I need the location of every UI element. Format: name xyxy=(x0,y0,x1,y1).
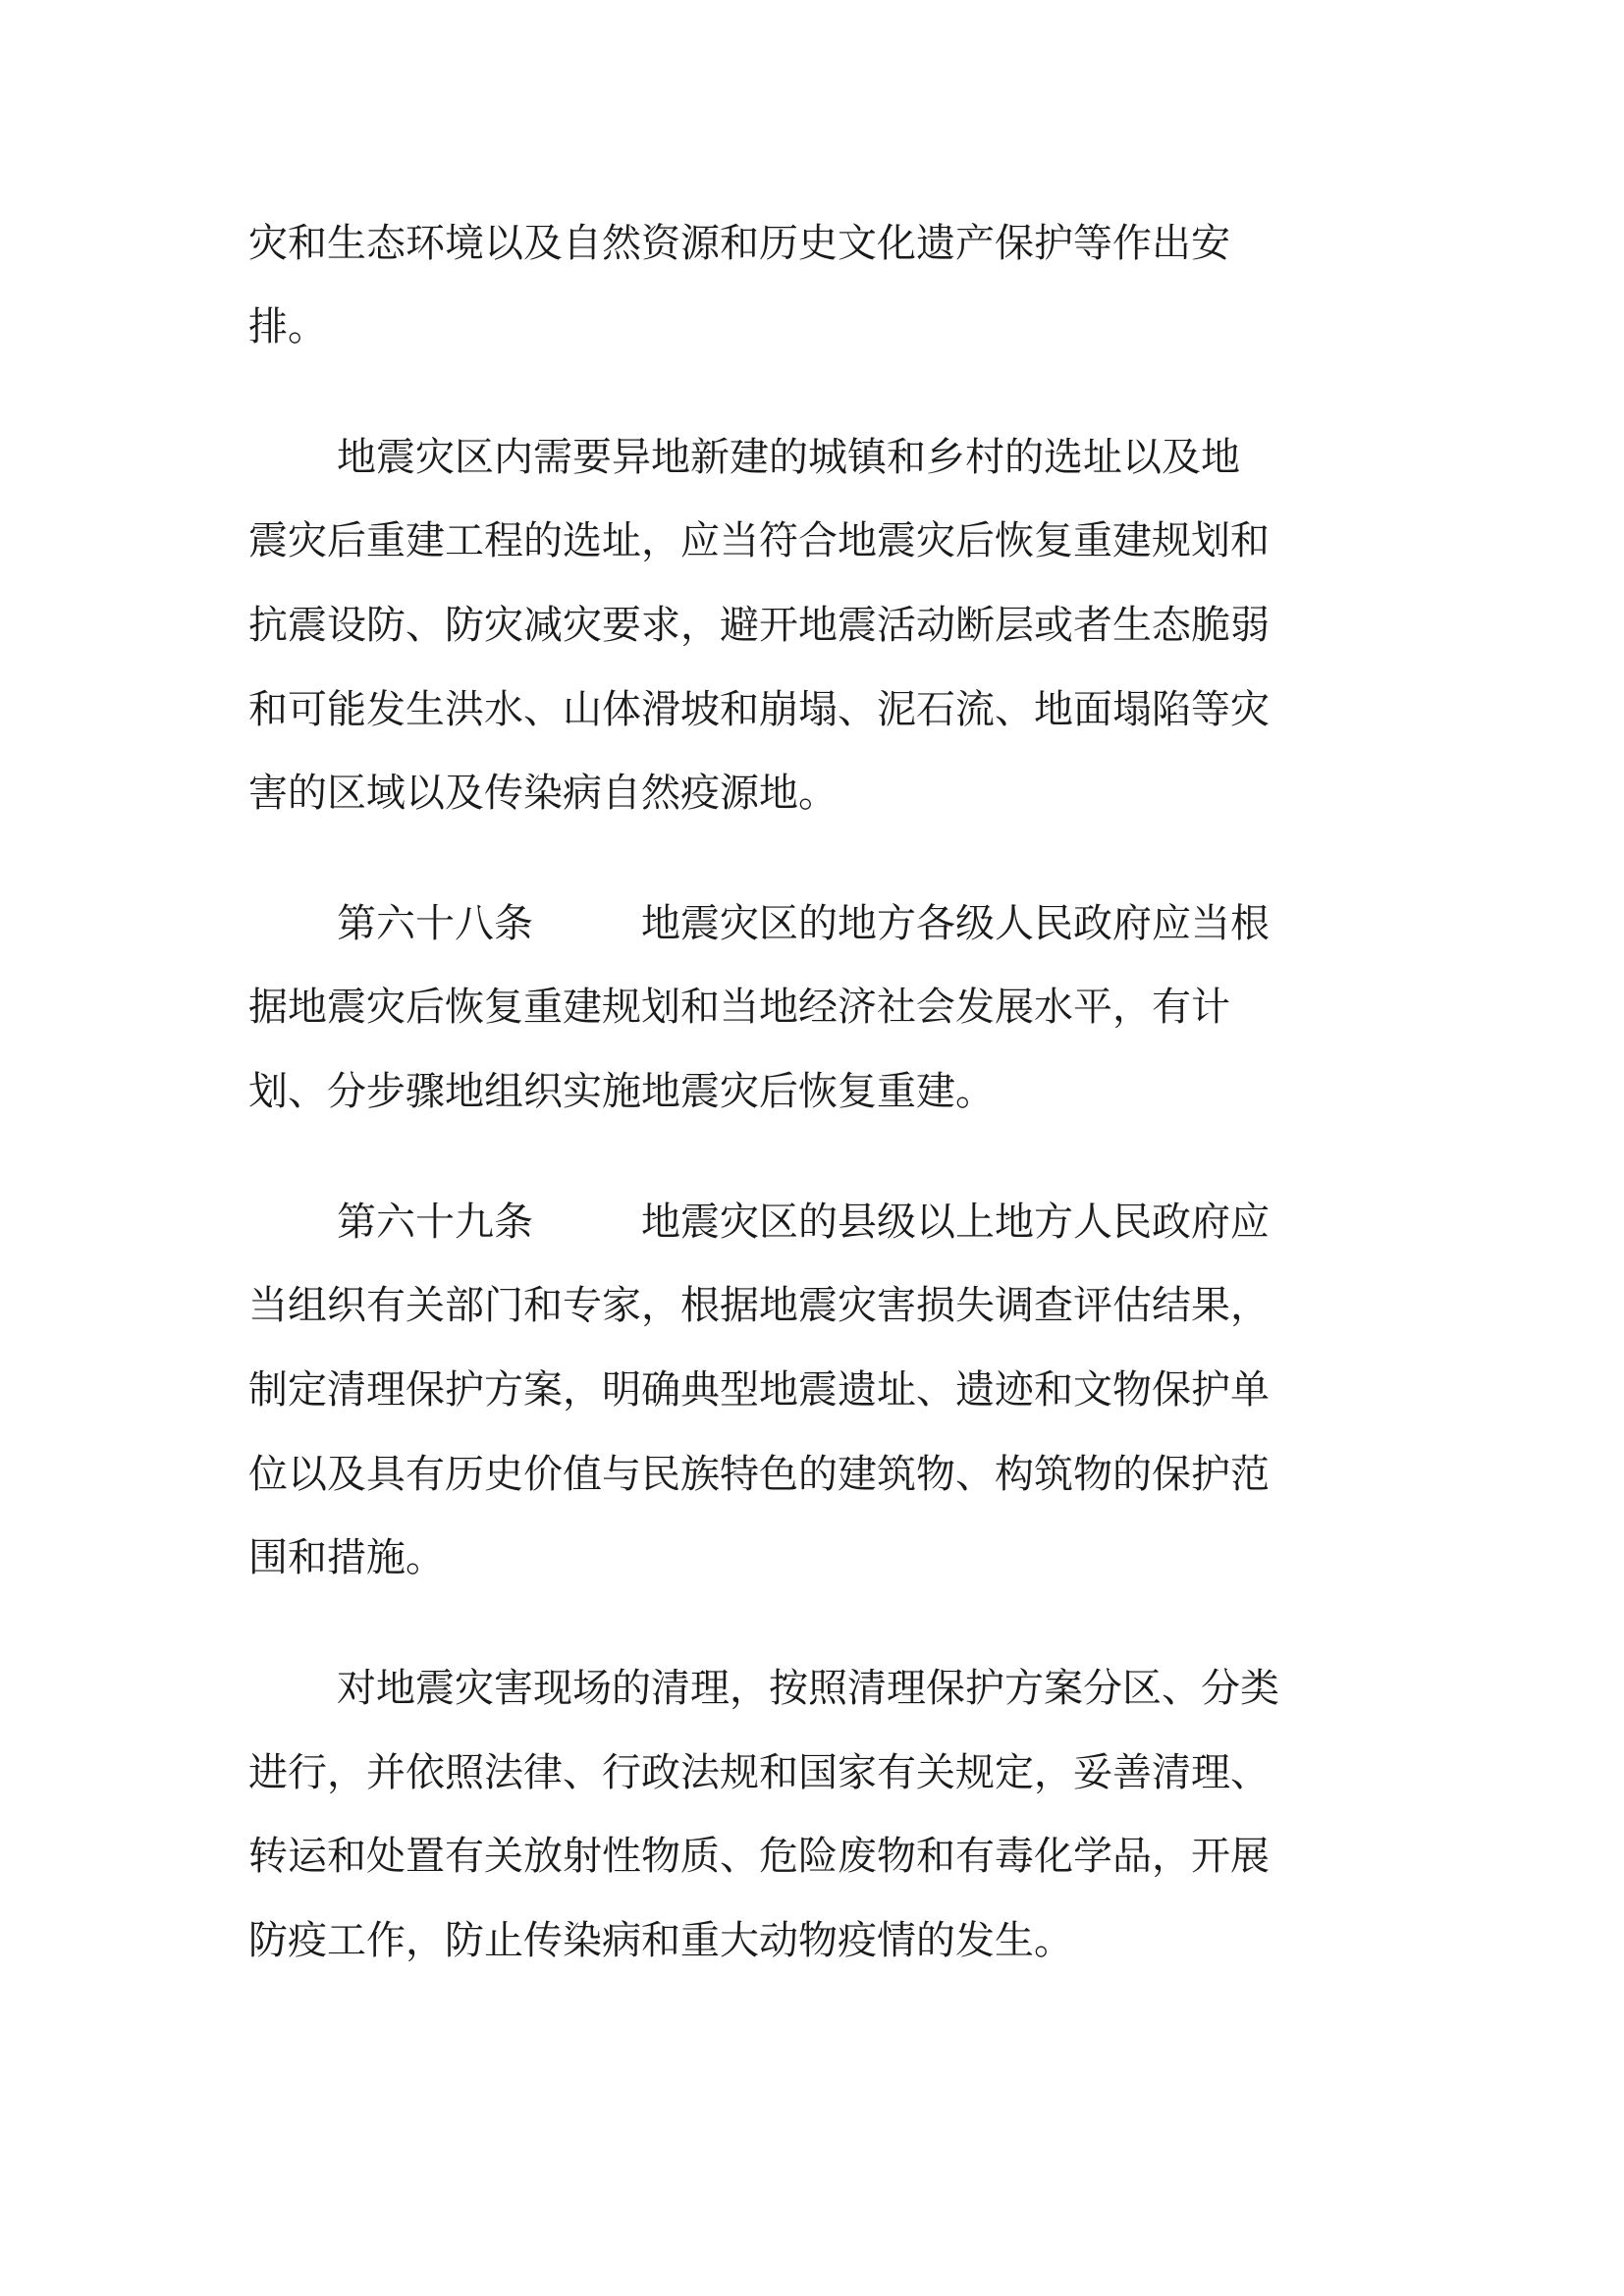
text-line: 震灾后重建工程的选址，应当符合地震灾后恢复重建规划和 xyxy=(248,518,1270,563)
text-line: 地震灾区内需要异地新建的城镇和乡村的选址以及地 xyxy=(337,435,1240,480)
article-text: 地震灾区的地方各级人民政府应当根 xyxy=(641,901,1270,946)
text-line: 据地震灾后恢复重建规划和当地经济社会发展水平，有计 xyxy=(248,985,1230,1030)
text-line: 围和措施。 xyxy=(248,1535,445,1580)
text-line xyxy=(337,1193,1387,1252)
text-line: 位以及具有历史价值与民族特色的建筑物、构筑物的保护范 xyxy=(248,1452,1270,1497)
text-line xyxy=(337,894,1387,953)
text-line: 抗震设防、防灾减灾要求，避开地震活动断层或者生态脆弱 xyxy=(248,603,1270,648)
text-line: 转运和处置有关放射性物质、危险废物和有毒化学品，开展 xyxy=(248,1834,1270,1879)
text-line: 排。 xyxy=(248,304,327,349)
article-number: 第六十九条 xyxy=(337,1200,533,1245)
text-line: 防疫工作，防止传染病和重大动物疫情的发生。 xyxy=(248,1918,1073,1963)
text-line: 害的区域以及传染病自然疫源地。 xyxy=(248,771,838,816)
article-number: 第六十八条 xyxy=(337,901,533,946)
text-line: 对地震灾害现场的清理，按照清理保护方案分区、分类 xyxy=(337,1666,1279,1711)
text-line: 灾和生态环境以及自然资源和历史文化遗产保护等作出安 xyxy=(248,221,1230,266)
text-line: 划、分步骤地组织实施地震灾后恢复重建。 xyxy=(248,1069,995,1114)
text-line: 进行，并依照法律、行政法规和国家有关规定，妥善清理、 xyxy=(248,1750,1270,1795)
article-text: 地震灾区的县级以上地方人民政府应 xyxy=(641,1200,1270,1245)
text-line: 制定清理保护方案，明确典型地震遗址、遗迹和文物保护单 xyxy=(248,1367,1270,1413)
text-line: 和可能发生洪水、山体滑坡和崩塌、泥石流、地面塌陷等灾 xyxy=(248,687,1270,732)
text-line: 当组织有关部门和专家，根据地震灾害损失调查评估结果， xyxy=(248,1283,1270,1328)
